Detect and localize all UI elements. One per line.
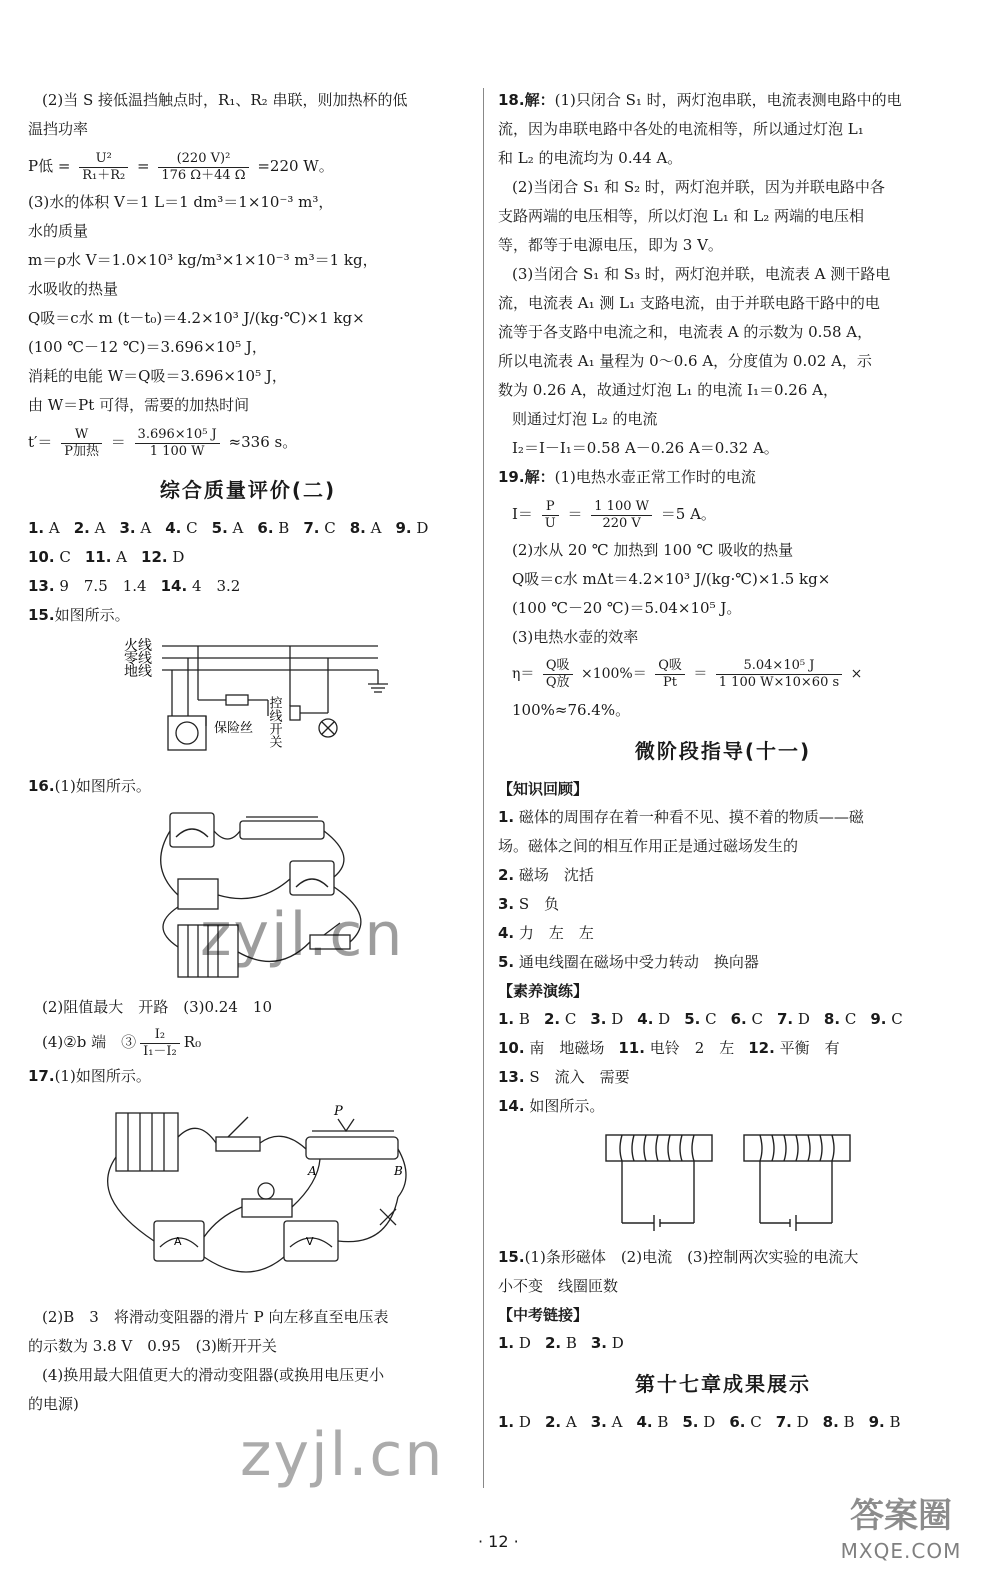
question-number: 7. (775, 1413, 792, 1431)
text-line: 水吸收的热量 (28, 280, 119, 298)
question-number: 5. (498, 953, 515, 971)
question-number: 11. (618, 1039, 645, 1057)
answer-value: A (606, 1413, 623, 1431)
circuit-photo-17 (28, 1097, 468, 1297)
answer-value: A (227, 519, 244, 537)
text-line: Q吸＝c水 m (t－t₀)＝4.2×10³ J/(kg·℃)×1 kg× (28, 309, 365, 327)
question-number: 6. (730, 1010, 747, 1028)
site-logo (816, 1494, 986, 1572)
house-wiring-diagram (28, 636, 468, 766)
answer-row (28, 514, 468, 543)
answer-row (498, 1005, 948, 1034)
answer-value: D (607, 1334, 624, 1352)
answer-value: C (54, 548, 71, 566)
text-line: 流等于各支路中电流之和，电流表 A 的示数为 0.58 A， (498, 323, 873, 341)
answer-value: A (135, 519, 152, 537)
answer-value: D (514, 1413, 531, 1431)
answer-row (498, 1408, 948, 1437)
text-line: (100 ℃－20 ℃)＝5.04×10⁵ J。 (512, 599, 742, 617)
answer-value: D (167, 548, 185, 566)
exam-link-answer-list (498, 1329, 948, 1358)
text-line: 等，都等于电源电压，即为 3 V。 (498, 236, 723, 254)
question-number: 17. (28, 1067, 55, 1085)
fraction: $\frac{\text{(220 V)²}}{176 \Omega+44 \Omega}$ (158, 151, 248, 184)
text-line: 流，电流表 A₁ 测 L₁ 支路电流，由于并联电路干路中的电 (498, 294, 880, 312)
text-line: (1)只闭合 S₁ 时，两灯泡串联，电流表测电路中的电 (554, 91, 902, 109)
formula-power (28, 144, 468, 188)
question-number: 5. (684, 1010, 701, 1028)
list-item (498, 861, 948, 890)
formula-current (498, 492, 948, 536)
text-line: Q吸＝c水 mΔt＝4.2×10³ J/(kg·℃)×1.5 kg× (512, 570, 831, 588)
answer-value: B (561, 1334, 577, 1352)
question-number: 6. (729, 1413, 746, 1431)
text-line: (2)阻值最大 开路 (3)0.24 10 (42, 998, 272, 1016)
question-number: 2. (73, 519, 90, 537)
text-line: 小不变 线圈匝数 (498, 1277, 619, 1295)
answer-value: C (181, 519, 198, 537)
text-line: (2)水从 20 ℃ 加热到 100 ℃ 吸收的热量 (512, 541, 794, 559)
formula-efficiency (498, 652, 948, 696)
section-title: 微阶段指导(十一) (634, 739, 812, 763)
question-number: 10. (498, 1039, 525, 1057)
label-a: A (308, 1164, 317, 1178)
fraction: $\frac{P}{U}$ (542, 499, 559, 532)
question-number: 5. (682, 1413, 699, 1431)
answer-value: 9 7.5 1.4 (54, 577, 147, 595)
question-number: 15. (28, 606, 55, 624)
fraction: $\frac{\text{Q吸}}{\text{Q放}}$ (543, 658, 573, 691)
text-line: 和 L₂ 的电流均为 0.44 A。 (498, 149, 683, 167)
answer-value: D (653, 1010, 671, 1028)
question-number: 5. (211, 519, 228, 537)
question-number: 11. (84, 548, 112, 566)
answer-value: 4 3.2 (187, 577, 241, 595)
circuit-photo-16 (28, 807, 468, 987)
text-line: 100%≈76.4%。 (512, 701, 631, 719)
answer-value: A (44, 519, 60, 537)
question-number: 1. (498, 1334, 515, 1352)
label-p: P (334, 1104, 343, 1119)
answer-value: D (514, 1334, 531, 1352)
question-number: 18. (498, 91, 525, 109)
page-number: · 12 · (478, 1532, 519, 1551)
list-item (498, 890, 948, 919)
text-line: 温挡功率 (28, 120, 89, 138)
list-item (498, 919, 948, 948)
text-line: 则通过灯泡 L₂ 的电流 (512, 410, 658, 428)
formula-text: R₀ (183, 1033, 202, 1051)
fraction: $\frac{\text{3.696×10⁵ J}}{1 100 W}$ (135, 427, 220, 460)
question-number: 2. (543, 1010, 561, 1028)
answer-value: B (652, 1413, 669, 1431)
answer-row (498, 1092, 948, 1121)
knowledge-review-list (498, 803, 948, 977)
answer-row (498, 1063, 948, 1092)
question-number: 7. (303, 519, 320, 537)
text-line: 消耗的电能 W＝Q吸＝3.696×10⁵ J， (28, 367, 287, 385)
question-number: 7. (776, 1010, 794, 1028)
label-fuse: 保险丝 (214, 721, 254, 736)
watermark: zyjl.cn (200, 900, 405, 970)
text-line: 数为 0.26 A，故通过灯泡 L₁ 的电流 I₁＝0.26 A， (498, 381, 838, 399)
question-number: 4. (637, 1010, 654, 1028)
text-line: 的电源) (28, 1395, 79, 1413)
question-number: 14. (498, 1097, 525, 1115)
formula-line (28, 1022, 468, 1062)
question-number: 19. (498, 468, 525, 486)
answer-value: D (606, 1010, 624, 1028)
text-line: 所以电流表 A₁ 量程为 0～0.6 A，分度值为 0.02 A，示 (498, 352, 872, 370)
text-line: (1)电热水壶正常工作时的电流 (554, 468, 756, 486)
formula-text: ≈336 s。 (228, 433, 298, 451)
question-number: 3. (498, 895, 515, 913)
formula-text: (4)②b 端 ③ (42, 1033, 137, 1051)
answer-value: C (700, 1010, 717, 1028)
answer-row (28, 572, 468, 601)
question-number: 3. (590, 1413, 607, 1431)
question-number: 9. (395, 519, 412, 537)
question-number: 2. (544, 1334, 562, 1352)
section-title: 第十七章成果展示 (635, 1372, 811, 1396)
answer-value: D (698, 1413, 716, 1431)
question-number: 3. (590, 1334, 608, 1352)
column-divider (483, 88, 484, 1488)
answer-value: 如图所示。 (524, 1097, 605, 1115)
question-number: 2. (544, 1413, 562, 1431)
question-number: 2. (498, 866, 515, 884)
answer-value: S 负 (514, 895, 560, 913)
text-line: (2)当 S 接低温挡触点时，R₁、R₂ 串联，则加热杯的低 (42, 91, 408, 109)
answer-value: 磁场 沈括 (514, 866, 594, 884)
answer-value: B (273, 519, 290, 537)
fraction: $\frac{W}{\text{P加热}}$ (61, 427, 102, 460)
label-switch: 控线开关 (266, 696, 282, 748)
subsection-title: 【素养演练】 (498, 982, 589, 1000)
question-number: 13. (28, 577, 55, 595)
formula-text: ＝ (110, 433, 126, 451)
answer-value: C (886, 1010, 903, 1028)
answer-value: 力 左 左 (514, 924, 594, 942)
answer-value: D (411, 519, 429, 537)
logo-url: MXQE.COM (840, 1539, 962, 1563)
formula-text: I＝ (512, 505, 533, 523)
list-item (498, 832, 948, 861)
question-number: 1. (28, 519, 45, 537)
question-number: 1. (498, 808, 515, 826)
question-number: 12. (748, 1039, 775, 1057)
question-text: 如图所示。 (54, 606, 130, 624)
label-fire: 火线 (124, 638, 152, 654)
answer-value: D (793, 1010, 810, 1028)
answer-row (498, 1034, 948, 1063)
label-b: B (394, 1164, 403, 1178)
question-number: 8. (822, 1413, 839, 1431)
question-number: 10. (28, 548, 55, 566)
text-line: (1)条形磁体 (2)电流 (3)控制两次实验的电流大 (524, 1248, 859, 1266)
answer-value: B (884, 1413, 901, 1431)
answer-value: A (111, 548, 128, 566)
question-number: 15. (498, 1248, 525, 1266)
question-number: 9. (868, 1413, 885, 1431)
voltmeter-label: V (306, 1235, 314, 1248)
question-number: 3. (119, 519, 136, 537)
formula-text: =220 W。 (257, 157, 334, 175)
watermark: zyjl.cn (240, 1420, 445, 1490)
solution-label: 解： (524, 91, 555, 109)
answer-value: B (514, 1010, 530, 1028)
question-number: 4. (636, 1413, 653, 1431)
question-number: 14. (160, 577, 188, 595)
question-text: (1)如图所示。 (54, 777, 151, 795)
text-line: (3)水的体积 V＝1 L＝1 dm³＝1×10⁻³ m³， (28, 193, 334, 211)
solenoid-diagram (498, 1127, 948, 1237)
subsection-title: 【知识回顾】 (498, 780, 589, 798)
text-line: 流，因为串联电路中各处的电流相等，所以通过灯泡 L₁ (498, 120, 864, 138)
logo-text: 答案圈 (850, 1496, 952, 1536)
question-number: 12. (141, 548, 168, 566)
text-line: m＝ρ水 V＝1.0×10³ kg/m³×1×10⁻³ m³＝1 kg， (28, 251, 378, 269)
text-line: 由 W＝Pt 可得，需要的加热时间 (28, 396, 250, 414)
question-number: 1. (498, 1010, 515, 1028)
answer-value: D (791, 1413, 809, 1431)
text-line: (3)电热水壶的效率 (512, 628, 639, 646)
text-line: 支路两端的电压相等，所以灯泡 L₁ 和 L₂ 两端的电压相 (498, 207, 865, 225)
answer-value: A (89, 519, 106, 537)
chapter17-answer-list (498, 1408, 948, 1437)
right-column (498, 86, 948, 1437)
practice-answer-list (498, 1005, 948, 1121)
answer-value: 电铃 2 左 (644, 1039, 735, 1057)
text-line: (2)B 3 将滑动变阻器的滑片 P 向左移直至电压表 (42, 1308, 389, 1326)
label-ground: 地线 (124, 664, 152, 680)
section-title: 综合质量评价(二) (159, 478, 337, 502)
text-line: (3)当闭合 S₁ 和 S₃ 时，两灯泡并联，电流表 A 测干路电 (512, 265, 891, 283)
text-line: (100 ℃－12 ℃)＝3.696×10⁵ J， (28, 338, 267, 356)
answer-value: A (365, 519, 382, 537)
answer-list (28, 514, 468, 601)
question-number: 6. (257, 519, 274, 537)
answer-row (498, 1329, 948, 1358)
formula-text: η＝ (512, 666, 535, 682)
question-number: 16. (28, 777, 55, 795)
text-line: 的示数为 3.8 V 0.95 (3)断开开关 (28, 1337, 277, 1355)
subsection-title: 【中考链接】 (498, 1306, 589, 1324)
formula-text: × (850, 666, 863, 682)
text-line: (4)换用最大阻值更大的滑动变阻器(或换用电压更小 (42, 1366, 385, 1384)
answer-value: 通电线圈在磁场中受力转动 换向器 (514, 953, 759, 971)
answer-value: S 流入 需要 (524, 1068, 630, 1086)
text-line: 水的质量 (28, 222, 89, 240)
answer-value: C (560, 1010, 577, 1028)
label-zero: 零线 (124, 651, 152, 667)
formula-text: ＝5 A。 (660, 505, 716, 523)
formula-text: t′＝ (28, 433, 53, 451)
answer-value: 场。磁体之间的相互作用正是通过磁场发生的 (498, 837, 799, 855)
ammeter-label: A (174, 1235, 182, 1248)
text-line: (2)当闭合 S₁ 和 S₂ 时，两灯泡并联，因为并联电路中各 (512, 178, 885, 196)
fraction: $\frac{\text{I₂}}{\text{I₁－I₂}}$ (140, 1027, 180, 1060)
fraction: $\frac{\text{5.04×10⁵ J}}{1 100 W\times 10\times 60 s}$ (716, 658, 842, 691)
formula-time (28, 420, 468, 464)
question-number: 1. (498, 1413, 515, 1431)
formula-text: P低 = (28, 157, 71, 175)
question-number: 13. (498, 1068, 525, 1086)
text-line: I₂＝I－I₁＝0.58 A－0.26 A＝0.32 A。 (512, 439, 779, 457)
question-number: 8. (349, 519, 366, 537)
question-number: 3. (590, 1010, 607, 1028)
answer-value: C (840, 1010, 857, 1028)
answer-value: 磁体的周围存在着一种看不见、摸不着的物质——磁 (514, 808, 864, 826)
answer-value: B (838, 1413, 855, 1431)
formula-text: ＝ (567, 505, 583, 523)
formula-text: ＝ (693, 666, 708, 682)
answer-value: C (746, 1010, 763, 1028)
answer-value: C (319, 519, 336, 537)
answer-value: 平衡 有 (774, 1039, 840, 1057)
answer-value: C (745, 1413, 762, 1431)
question-number: 4. (165, 519, 182, 537)
solution-label: 解： (524, 468, 555, 486)
question-text: (1)如图所示。 (54, 1067, 151, 1085)
fraction: $\frac{1 100 W}{220 V}$ (591, 499, 652, 532)
answer-value: A (561, 1413, 577, 1431)
answer-value: 南 地磁场 (524, 1039, 605, 1057)
formula-text: = (137, 157, 150, 175)
fraction: $\frac{\text{Q吸}}{Pt}$ (655, 658, 685, 691)
list-item (498, 948, 948, 977)
left-column (28, 86, 468, 1419)
answer-row (28, 543, 468, 572)
question-number: 4. (498, 924, 515, 942)
question-number: 9. (870, 1010, 887, 1028)
formula-text: ×100%＝ (580, 666, 647, 682)
list-item (498, 803, 948, 832)
fraction: $\frac{\text{U²}}{\text{R₁＋R₂}}$ (79, 151, 128, 184)
question-number: 8. (823, 1010, 841, 1028)
